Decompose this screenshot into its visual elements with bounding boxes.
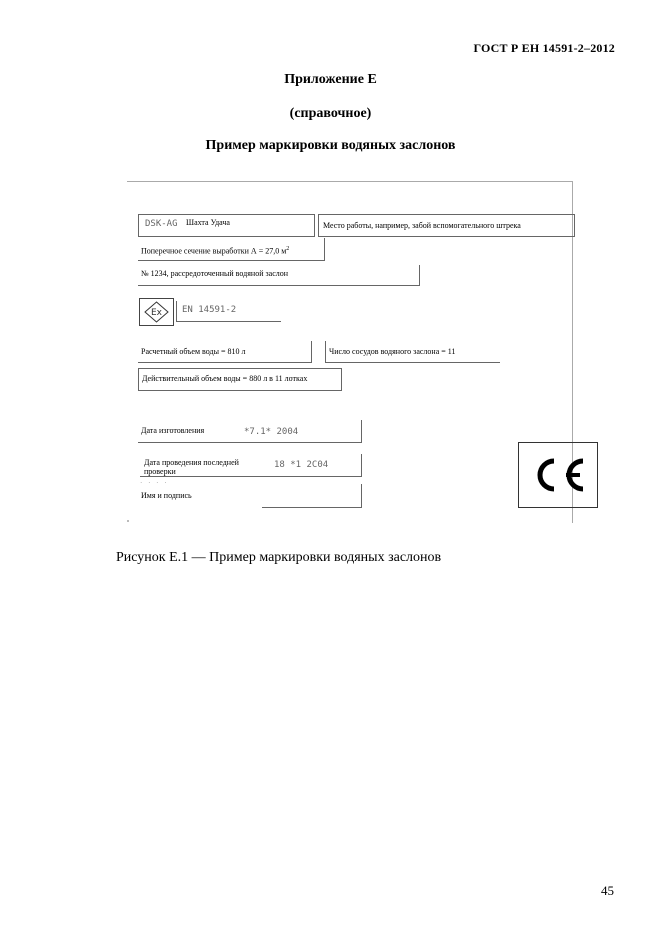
cross-section-field [138,238,325,261]
vessel-count-field [325,341,500,363]
actual-volume-text: Действительный объем воды = 880 л в 11 лотках [142,374,308,383]
frame-corner-mark [127,520,129,522]
workplace-text: Место работы, например, забой вспомогательного штрека [323,221,521,230]
manufacture-date-field [138,420,362,443]
signature-line [262,507,361,508]
actual-volume-field [138,368,342,391]
signature-label: Имя и подпись [141,491,192,500]
inspection-label-line1: Дата проведения последней [144,458,239,467]
ce-mark-box [518,442,598,508]
mine-name-field [138,214,315,237]
ex-mark-box [139,298,174,326]
ex-explosion-protection-icon [140,299,173,325]
vessel-count-text: Число сосудов водяного заслона = 11 [329,347,456,356]
svg-text:Ex: Ex [150,308,163,318]
figure-caption: Рисунок Е.1 — Пример маркировки водяных заслонов [116,550,442,565]
appendix-type: (справочное) [289,106,372,121]
mine-code: DSK-AG [145,219,178,229]
inspection-date-field [140,454,362,477]
manufacture-label: Дата изготовления [141,426,205,435]
document-code: ГОСТ Р ЕН 14591-2–2012 [473,41,615,55]
inspection-value: 18 *1 2С04 [274,460,329,470]
unit-superscript: 2 [286,246,290,252]
page-number: 45 [601,883,614,898]
design-volume-field [138,341,312,363]
ce-mark-icon [519,443,597,507]
standard-field [176,301,281,322]
manufacture-value: *7.1* 2004 [244,427,299,437]
cross-section-text: Поперечное сечение выработки А = 27,0 $м^2$ [141,246,290,256]
separator-dots: · · · · [140,479,169,487]
inspection-label-line2: проверки [144,467,176,476]
appendix-heading: Приложение Е [284,72,377,87]
workplace-field [318,214,575,237]
mine-name: Шахта Удача [186,218,230,227]
design-volume-text: Расчетный объем воды = 810 л [141,347,246,356]
barrier-id-field [138,265,420,286]
appendix-title: Пример маркировки водяных заслонов [205,138,456,153]
signature-field [138,484,362,508]
standard-number: EN 14591-2 [182,305,237,315]
barrier-id-text: № 1234, рассредоточенный водяной заслон [141,269,289,278]
